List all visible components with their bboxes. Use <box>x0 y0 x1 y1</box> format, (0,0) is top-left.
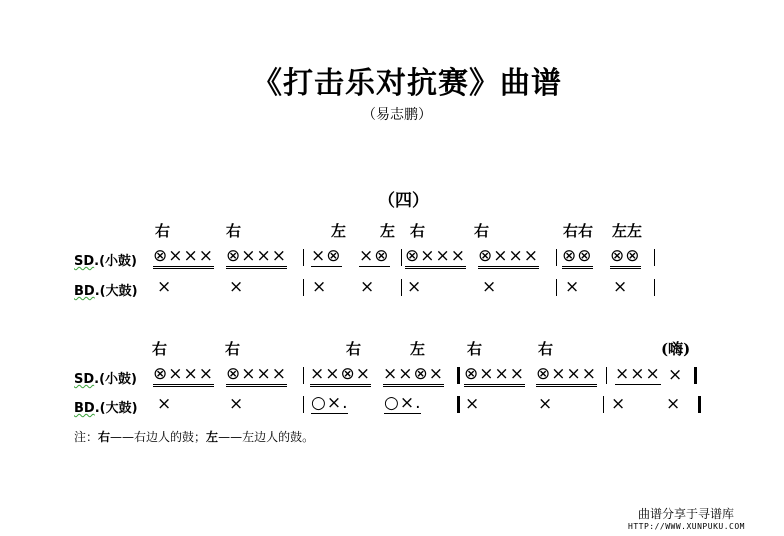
bass-beat: × <box>465 394 481 414</box>
snare-drum-label: SD.(小鼓) <box>74 254 137 269</box>
snare-beat: ⊗⊗ <box>562 247 593 269</box>
barline <box>303 367 304 384</box>
bass-beat: × <box>611 394 627 414</box>
snare-drum-label: SD.(小鼓) <box>74 372 137 387</box>
section-number: （四） <box>378 191 429 211</box>
snare-beat: ××× <box>615 364 661 384</box>
barline <box>303 279 304 296</box>
snare-beat: ⊗⊗ <box>610 247 641 269</box>
snare-beat: ⊗××× <box>153 365 214 387</box>
author: （易志鹏） <box>362 107 432 123</box>
final-barline <box>694 367 697 384</box>
barline <box>303 249 304 266</box>
hand-marking: 右 <box>346 340 362 358</box>
bass-beat: × <box>666 394 682 414</box>
bass-beat: × <box>229 277 245 297</box>
hand-marking: 左 <box>410 340 426 358</box>
snare-beat: × <box>668 365 684 385</box>
bass-beat: × <box>229 394 245 414</box>
barline <box>401 279 402 296</box>
snare-beat: ⊗××× <box>405 247 466 269</box>
barline <box>654 279 655 296</box>
repeat-barline <box>457 396 460 413</box>
snare-beat: ⊗××× <box>226 365 287 387</box>
snare-beat: ×⊗ <box>359 246 390 266</box>
barline <box>606 367 607 384</box>
barline <box>303 396 304 413</box>
hand-marking: 左 <box>380 222 396 240</box>
barline <box>556 279 557 296</box>
barline <box>401 249 402 266</box>
bass-beat: × <box>407 277 423 297</box>
hand-marking: 右右 <box>563 222 594 240</box>
bass-beat: × <box>538 394 554 414</box>
bass-beat: × <box>482 277 498 297</box>
snare-beat: ⊗××× <box>226 247 287 269</box>
barline <box>603 396 604 413</box>
hand-marking: 右 <box>410 222 426 240</box>
snare-beat: ⊗××× <box>536 365 597 387</box>
bass-beat: ○×. <box>384 393 422 413</box>
bass-beat: × <box>565 277 581 297</box>
source-credit: 曲谱分享于寻谱库 <box>638 507 735 521</box>
snare-beat: ×⊗ <box>311 246 342 266</box>
barline <box>556 249 557 266</box>
bass-beat: × <box>157 394 173 414</box>
barline <box>654 249 655 266</box>
hand-marking: 右 <box>225 340 241 358</box>
bass-beat: ○×. <box>311 393 349 413</box>
bass-drum-label: BD.(大鼓) <box>74 401 138 416</box>
repeat-barline <box>457 367 460 384</box>
bass-beat: × <box>613 277 629 297</box>
snare-beat: ××⊗× <box>310 365 371 387</box>
source-url[interactable]: HTTP://WWW.XUNPUKU.COM <box>628 522 745 531</box>
snare-beat: ××⊗× <box>383 365 444 387</box>
bass-beat: × <box>360 277 376 297</box>
hand-marking: 右 <box>467 340 483 358</box>
hand-marking: 右 <box>226 222 242 240</box>
bass-beat: × <box>157 277 173 297</box>
final-barline <box>698 396 701 413</box>
snare-beat: ⊗××× <box>153 247 214 269</box>
hand-marking: 右 <box>152 340 168 358</box>
bass-beat: × <box>312 277 328 297</box>
hand-marking: 右 <box>155 222 171 240</box>
snare-beat: ⊗××× <box>464 365 525 387</box>
hand-marking: 左左 <box>612 222 643 240</box>
hand-marking: 右 <box>474 222 490 240</box>
bass-drum-label: BD.(大鼓) <box>74 284 138 299</box>
snare-beat: ⊗××× <box>478 247 539 269</box>
score-title: 《打击乐对抗赛》曲谱 <box>252 66 562 101</box>
hand-marking: 右 <box>538 340 554 358</box>
footnote: 注：右——右边人的鼓；左——左边人的鼓。 <box>74 430 315 444</box>
shout-marking: (嗨) <box>661 340 691 358</box>
hand-marking: 左 <box>331 222 347 240</box>
